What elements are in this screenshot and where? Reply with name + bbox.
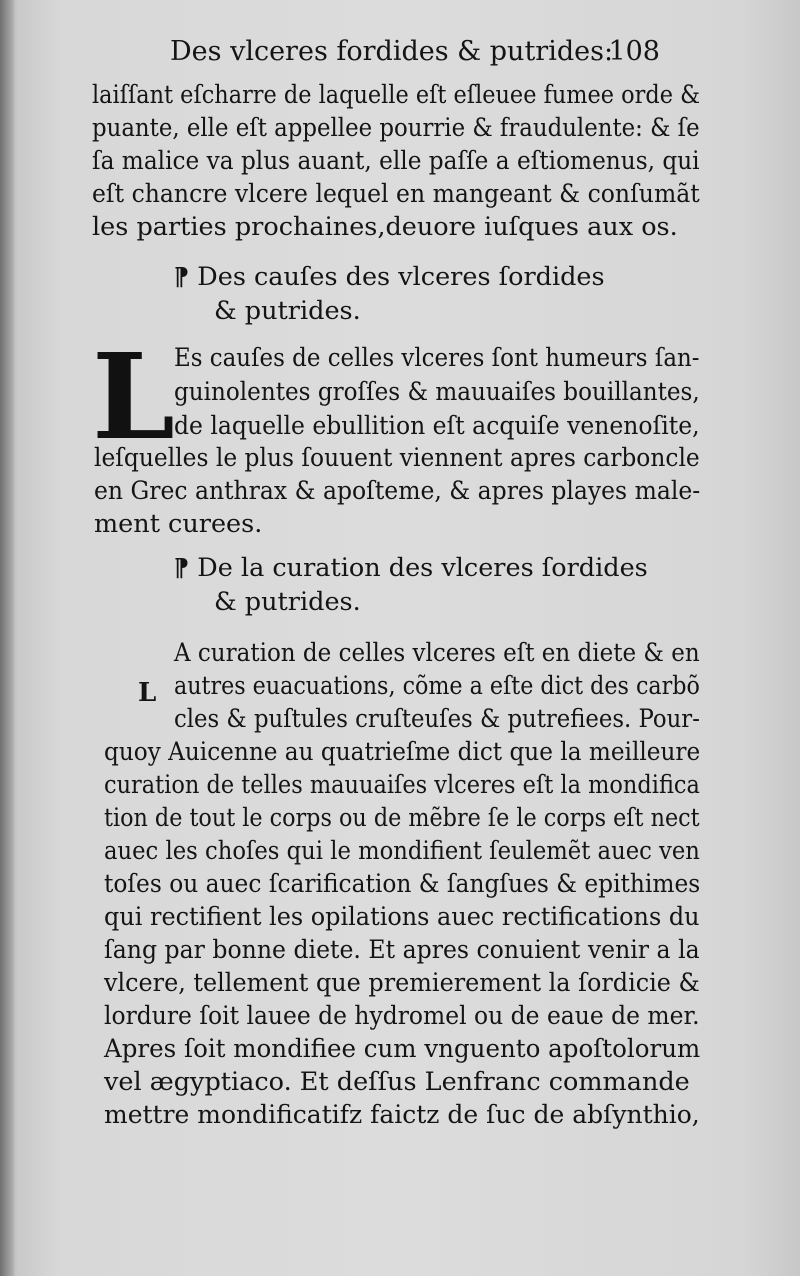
text-line: ſang par bonne diete. Et apres conuient venir a la [104, 935, 700, 965]
text-line: ſa malice va plus auant, elle paſſe a eſtiomenus, qui [92, 146, 700, 176]
pilcrow-mark: ¶ [174, 262, 190, 291]
heading-text: Des cauſes des vlceres ſordides [197, 262, 605, 292]
text-line: vel ægyptiaco. Et deſſus Lenfranc commande [104, 1067, 690, 1097]
text-line: guinolentes groſſes & mauuaiſes bouillantes, [174, 377, 700, 407]
text-line: Es cauſes de celles vlceres ſont humeurs ſan- [174, 343, 700, 373]
heading-line [174, 551, 648, 585]
page-number: 108 [608, 36, 660, 67]
text-line: qui rectifient les opilations auec rectifications du [104, 902, 700, 932]
heading-line: & putrides. [214, 296, 361, 326]
text-line: auec les choſes qui le mondifient ſeulemẽt auec ven [104, 836, 700, 866]
page-gutter-shadow [0, 0, 14, 1276]
text-line: autres euacuations, cõme a eſte dict des carbõ [174, 671, 700, 701]
pilcrow-mark: ¶ [174, 553, 190, 582]
text-line: tion de tout le corps ou de mẽbre ſe le corps eſt nect [104, 803, 700, 833]
text-line: mettre mondificatifz faictz de ſuc de abſynthio, [104, 1100, 700, 1130]
text-line: ment curees. [94, 509, 263, 539]
text-line: eſt chancre vlcere lequel en mangeant & conſumãt [92, 179, 700, 209]
running-title: Des vlceres fordides & putrides: [170, 36, 614, 67]
text-line: les parties prochaines,deuore iuſques aux os. [92, 212, 678, 242]
text-line: de laquelle ebullition eſt acquiſe venenoſite, [174, 411, 700, 441]
text-line: A curation de celles vlceres eſt en diete & en [174, 638, 700, 668]
heading-line [174, 260, 605, 294]
text-line: leſquelles le plus ſouuent viennent apres carboncle [94, 443, 700, 473]
text-line: lordure ſoit lauee de hydromel ou de eaue de mer. [104, 1001, 700, 1031]
running-header [170, 30, 660, 74]
text-line: quoy Auicenne au quatrieſme dict que la meilleure [104, 737, 701, 767]
initial-letter: L [138, 678, 157, 708]
text-line: cles & puſtules cruſteuſes & putrefiees. Pour- [174, 704, 700, 734]
heading-text: De la curation des vlceres ſordides [197, 553, 648, 583]
drop-capital: L [92, 327, 175, 466]
text-line: en Grec anthrax & apoſteme, & apres playes male- [94, 476, 701, 506]
text-line: vlcere, tellement que premierement la ſordicie & [104, 968, 700, 998]
text-line: puante, elle eſt appellee pourrie & fraudulente: & ſe [92, 113, 700, 143]
heading-line: & putrides. [214, 587, 361, 617]
text-line: toſes ou auec ſcarification & ſangſues & epithimes [104, 869, 701, 899]
text-line: laiſſant eſcharre de laquelle eſt eſleuee fumee orde & [92, 80, 701, 110]
text-line: Apres ſoit mondifiee cum vnguento apoſtolorum [104, 1034, 701, 1064]
text-line: curation de telles mauuaiſes vlceres eſt la mondifica [104, 770, 700, 800]
